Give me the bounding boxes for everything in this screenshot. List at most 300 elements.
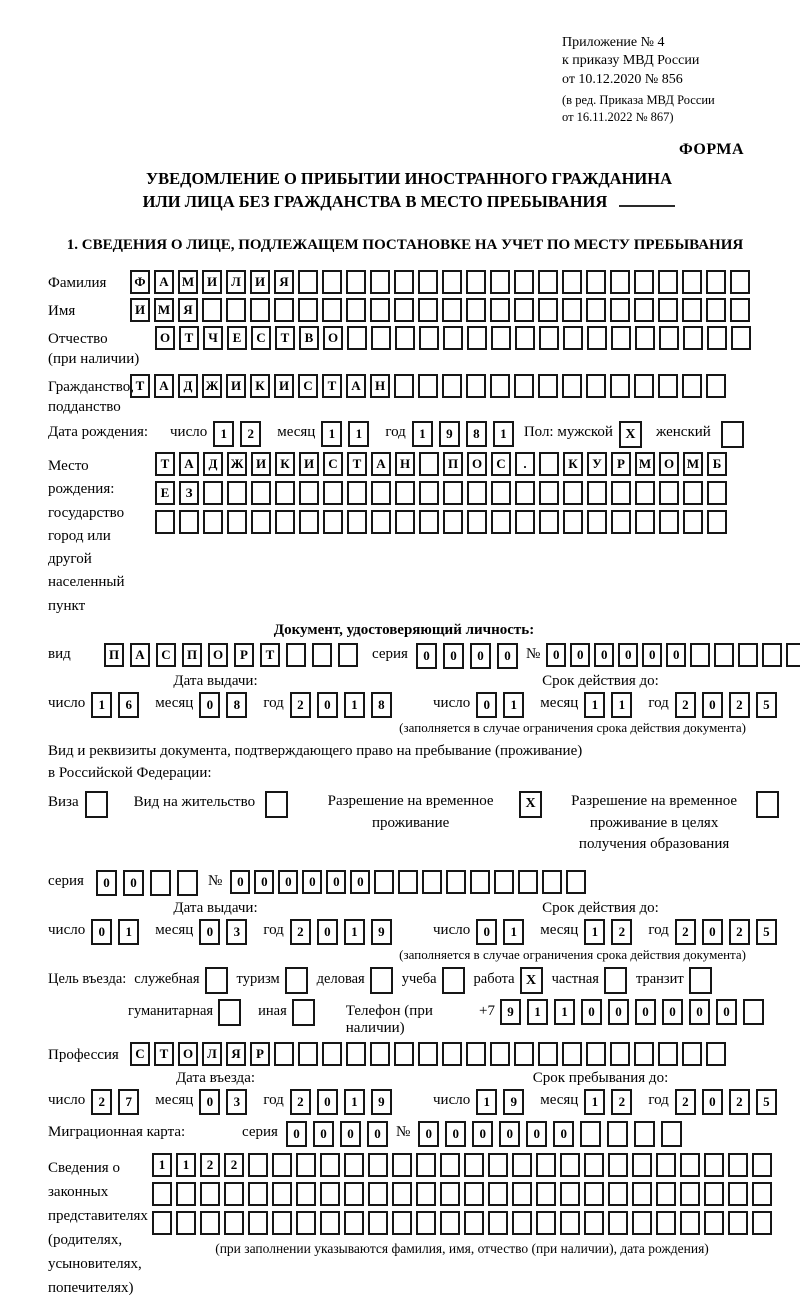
char-cell[interactable] bbox=[392, 1182, 412, 1206]
char-cell[interactable] bbox=[443, 326, 463, 350]
char-cell[interactable] bbox=[224, 1182, 244, 1206]
doc-issue-month-cells[interactable] bbox=[199, 692, 253, 718]
char-cell[interactable]: 0 bbox=[199, 692, 220, 718]
residence-permit-checkbox[interactable] bbox=[265, 791, 288, 818]
char-cell[interactable]: 7 bbox=[118, 1089, 139, 1115]
purpose-ucheba-checkbox[interactable] bbox=[442, 967, 465, 994]
char-cell[interactable]: 0 bbox=[340, 1121, 361, 1147]
char-cell[interactable] bbox=[539, 481, 559, 505]
char-cell[interactable] bbox=[566, 870, 586, 894]
char-cell[interactable] bbox=[418, 270, 438, 294]
char-cell[interactable]: Р bbox=[234, 643, 254, 667]
char-cell[interactable] bbox=[440, 1211, 460, 1235]
char-cell[interactable] bbox=[416, 1182, 436, 1206]
char-cell[interactable] bbox=[298, 298, 318, 322]
char-cell[interactable]: 1 bbox=[503, 692, 524, 718]
char-cell[interactable]: И bbox=[130, 298, 150, 322]
char-cell[interactable] bbox=[738, 643, 758, 667]
char-cell[interactable] bbox=[248, 1211, 268, 1235]
char-cell[interactable] bbox=[658, 1042, 678, 1066]
birth-place-cells-row3[interactable] bbox=[155, 510, 731, 534]
char-cell[interactable] bbox=[298, 1042, 318, 1066]
char-cell[interactable] bbox=[467, 510, 487, 534]
char-cell[interactable] bbox=[488, 1153, 508, 1177]
stay-until-month-cells[interactable] bbox=[584, 1089, 638, 1115]
char-cell[interactable]: 1 bbox=[584, 692, 605, 718]
char-cell[interactable]: Ч bbox=[203, 326, 223, 350]
char-cell[interactable] bbox=[200, 1211, 220, 1235]
char-cell[interactable] bbox=[443, 510, 463, 534]
char-cell[interactable] bbox=[470, 870, 490, 894]
char-cell[interactable]: О bbox=[155, 326, 175, 350]
char-cell[interactable] bbox=[299, 481, 319, 505]
char-cell[interactable]: 0 bbox=[497, 643, 518, 669]
char-cell[interactable]: А bbox=[346, 374, 366, 398]
char-cell[interactable]: 0 bbox=[702, 919, 723, 945]
char-cell[interactable] bbox=[635, 481, 655, 505]
char-cell[interactable]: 0 bbox=[472, 1121, 493, 1147]
stay-doc-issue-day-cells[interactable] bbox=[91, 919, 145, 945]
char-cell[interactable]: 1 bbox=[152, 1153, 172, 1177]
char-cell[interactable]: 2 bbox=[729, 692, 750, 718]
surname-cells[interactable] bbox=[130, 270, 754, 294]
char-cell[interactable]: 1 bbox=[176, 1153, 196, 1177]
char-cell[interactable] bbox=[580, 1121, 601, 1147]
char-cell[interactable]: Т bbox=[260, 643, 280, 667]
char-cell[interactable] bbox=[608, 1182, 628, 1206]
char-cell[interactable] bbox=[560, 1182, 580, 1206]
char-cell[interactable]: 0 bbox=[416, 643, 437, 669]
char-cell[interactable] bbox=[275, 481, 295, 505]
char-cell[interactable]: Ж bbox=[227, 452, 247, 476]
doc-expiry-day-cells[interactable] bbox=[476, 692, 530, 718]
char-cell[interactable]: И bbox=[274, 374, 294, 398]
char-cell[interactable] bbox=[312, 643, 332, 667]
stay-until-year-cells[interactable] bbox=[675, 1089, 783, 1115]
char-cell[interactable] bbox=[251, 510, 271, 534]
char-cell[interactable]: . bbox=[515, 452, 535, 476]
char-cell[interactable]: Н bbox=[370, 374, 390, 398]
char-cell[interactable] bbox=[296, 1211, 316, 1235]
char-cell[interactable]: 0 bbox=[689, 999, 710, 1025]
stay-doc-issue-year-cells[interactable] bbox=[290, 919, 398, 945]
char-cell[interactable]: П bbox=[443, 452, 463, 476]
char-cell[interactable] bbox=[224, 1211, 244, 1235]
char-cell[interactable] bbox=[704, 1211, 724, 1235]
char-cell[interactable] bbox=[491, 481, 511, 505]
char-cell[interactable] bbox=[731, 326, 751, 350]
char-cell[interactable] bbox=[610, 298, 630, 322]
char-cell[interactable]: 0 bbox=[326, 870, 346, 894]
char-cell[interactable]: 0 bbox=[581, 999, 602, 1025]
char-cell[interactable] bbox=[515, 481, 535, 505]
char-cell[interactable]: О bbox=[178, 1042, 198, 1066]
char-cell[interactable]: И bbox=[250, 270, 270, 294]
char-cell[interactable] bbox=[442, 374, 462, 398]
purpose-rabota-checkbox[interactable]: X bbox=[520, 967, 543, 994]
char-cell[interactable]: 0 bbox=[418, 1121, 439, 1147]
char-cell[interactable] bbox=[272, 1153, 292, 1177]
char-cell[interactable] bbox=[682, 1042, 702, 1066]
char-cell[interactable] bbox=[680, 1211, 700, 1235]
char-cell[interactable]: 1 bbox=[348, 421, 369, 447]
char-cell[interactable]: 9 bbox=[503, 1089, 524, 1115]
char-cell[interactable] bbox=[514, 374, 534, 398]
char-cell[interactable] bbox=[661, 1121, 682, 1147]
char-cell[interactable]: Т bbox=[155, 452, 175, 476]
char-cell[interactable] bbox=[562, 1042, 582, 1066]
char-cell[interactable]: 0 bbox=[635, 999, 656, 1025]
char-cell[interactable] bbox=[587, 510, 607, 534]
char-cell[interactable] bbox=[611, 326, 631, 350]
char-cell[interactable] bbox=[150, 870, 171, 896]
char-cell[interactable]: Ф bbox=[130, 270, 150, 294]
char-cell[interactable] bbox=[490, 374, 510, 398]
char-cell[interactable] bbox=[752, 1153, 772, 1177]
char-cell[interactable]: 5 bbox=[756, 692, 777, 718]
stay-until-day-cells[interactable] bbox=[476, 1089, 530, 1115]
char-cell[interactable] bbox=[227, 481, 247, 505]
char-cell[interactable] bbox=[464, 1211, 484, 1235]
char-cell[interactable] bbox=[371, 326, 391, 350]
char-cell[interactable]: 0 bbox=[254, 870, 274, 894]
char-cell[interactable]: 2 bbox=[290, 919, 311, 945]
char-cell[interactable] bbox=[656, 1153, 676, 1177]
char-cell[interactable]: С bbox=[156, 643, 176, 667]
char-cell[interactable]: А bbox=[371, 452, 391, 476]
char-cell[interactable] bbox=[539, 452, 559, 476]
char-cell[interactable] bbox=[584, 1211, 604, 1235]
char-cell[interactable] bbox=[607, 1121, 628, 1147]
char-cell[interactable] bbox=[466, 270, 486, 294]
char-cell[interactable] bbox=[272, 1211, 292, 1235]
char-cell[interactable] bbox=[690, 643, 710, 667]
purpose-delovaya-checkbox[interactable] bbox=[370, 967, 393, 994]
char-cell[interactable] bbox=[632, 1182, 652, 1206]
entry-day-cells[interactable] bbox=[91, 1089, 145, 1115]
char-cell[interactable] bbox=[442, 270, 462, 294]
char-cell[interactable] bbox=[538, 298, 558, 322]
char-cell[interactable]: О bbox=[659, 452, 679, 476]
char-cell[interactable] bbox=[786, 643, 800, 667]
char-cell[interactable] bbox=[536, 1211, 556, 1235]
purpose-inaya-checkbox[interactable] bbox=[292, 999, 315, 1026]
char-cell[interactable] bbox=[680, 1153, 700, 1177]
char-cell[interactable] bbox=[562, 298, 582, 322]
char-cell[interactable] bbox=[226, 298, 246, 322]
char-cell[interactable]: Т bbox=[275, 326, 295, 350]
char-cell[interactable] bbox=[152, 1211, 172, 1235]
char-cell[interactable] bbox=[608, 1153, 628, 1177]
char-cell[interactable]: Т bbox=[154, 1042, 174, 1066]
char-cell[interactable] bbox=[752, 1211, 772, 1235]
char-cell[interactable] bbox=[419, 481, 439, 505]
char-cell[interactable] bbox=[610, 270, 630, 294]
char-cell[interactable]: Е bbox=[227, 326, 247, 350]
char-cell[interactable]: О bbox=[467, 452, 487, 476]
char-cell[interactable] bbox=[296, 1182, 316, 1206]
char-cell[interactable] bbox=[586, 298, 606, 322]
purpose-tranzit-checkbox[interactable] bbox=[689, 967, 712, 994]
char-cell[interactable] bbox=[538, 270, 558, 294]
char-cell[interactable] bbox=[488, 1182, 508, 1206]
char-cell[interactable]: 1 bbox=[611, 692, 632, 718]
char-cell[interactable]: М bbox=[635, 452, 655, 476]
char-cell[interactable]: 0 bbox=[642, 643, 662, 667]
representatives-cells-row2[interactable] bbox=[152, 1182, 776, 1206]
char-cell[interactable] bbox=[274, 298, 294, 322]
char-cell[interactable] bbox=[586, 374, 606, 398]
char-cell[interactable]: 1 bbox=[584, 919, 605, 945]
char-cell[interactable] bbox=[707, 481, 727, 505]
char-cell[interactable] bbox=[394, 270, 414, 294]
char-cell[interactable]: П bbox=[182, 643, 202, 667]
char-cell[interactable]: 0 bbox=[199, 919, 220, 945]
char-cell[interactable]: 0 bbox=[499, 1121, 520, 1147]
char-cell[interactable] bbox=[490, 270, 510, 294]
char-cell[interactable]: А bbox=[154, 270, 174, 294]
char-cell[interactable] bbox=[320, 1153, 340, 1177]
char-cell[interactable] bbox=[730, 298, 750, 322]
char-cell[interactable] bbox=[368, 1182, 388, 1206]
birth-place-cells-row2[interactable] bbox=[155, 481, 731, 505]
char-cell[interactable]: 0 bbox=[302, 870, 322, 894]
temp-residence-education-checkbox[interactable] bbox=[756, 791, 779, 818]
char-cell[interactable]: К bbox=[250, 374, 270, 398]
char-cell[interactable] bbox=[728, 1153, 748, 1177]
birth-place-cells-row1[interactable] bbox=[155, 452, 731, 476]
char-cell[interactable]: 0 bbox=[476, 692, 497, 718]
char-cell[interactable]: М bbox=[154, 298, 174, 322]
char-cell[interactable] bbox=[560, 1211, 580, 1235]
char-cell[interactable] bbox=[659, 326, 679, 350]
char-cell[interactable] bbox=[202, 298, 222, 322]
char-cell[interactable] bbox=[344, 1153, 364, 1177]
char-cell[interactable] bbox=[299, 510, 319, 534]
char-cell[interactable]: 0 bbox=[313, 1121, 334, 1147]
visa-checkbox[interactable] bbox=[85, 791, 108, 818]
char-cell[interactable] bbox=[418, 298, 438, 322]
char-cell[interactable] bbox=[488, 1211, 508, 1235]
char-cell[interactable] bbox=[296, 1153, 316, 1177]
char-cell[interactable] bbox=[347, 481, 367, 505]
char-cell[interactable] bbox=[286, 643, 306, 667]
char-cell[interactable] bbox=[634, 1042, 654, 1066]
char-cell[interactable] bbox=[659, 510, 679, 534]
char-cell[interactable] bbox=[338, 643, 358, 667]
char-cell[interactable]: Т bbox=[347, 452, 367, 476]
char-cell[interactable]: 0 bbox=[123, 870, 144, 896]
char-cell[interactable] bbox=[563, 510, 583, 534]
char-cell[interactable] bbox=[272, 1182, 292, 1206]
char-cell[interactable] bbox=[682, 374, 702, 398]
char-cell[interactable] bbox=[346, 270, 366, 294]
purpose-gumanitarnaya-checkbox[interactable] bbox=[218, 999, 241, 1026]
char-cell[interactable] bbox=[374, 870, 394, 894]
char-cell[interactable] bbox=[518, 870, 538, 894]
stay-doc-expiry-day-cells[interactable] bbox=[476, 919, 530, 945]
char-cell[interactable]: Р bbox=[611, 452, 631, 476]
char-cell[interactable]: 0 bbox=[702, 692, 723, 718]
char-cell[interactable]: 9 bbox=[500, 999, 521, 1025]
sex-female-checkbox[interactable] bbox=[721, 421, 744, 448]
char-cell[interactable] bbox=[512, 1182, 532, 1206]
char-cell[interactable]: З bbox=[179, 481, 199, 505]
doc-issue-day-cells[interactable] bbox=[91, 692, 145, 718]
char-cell[interactable] bbox=[248, 1182, 268, 1206]
char-cell[interactable]: И bbox=[299, 452, 319, 476]
char-cell[interactable] bbox=[634, 1121, 655, 1147]
char-cell[interactable] bbox=[442, 1042, 462, 1066]
char-cell[interactable]: 2 bbox=[611, 919, 632, 945]
char-cell[interactable] bbox=[714, 643, 734, 667]
doc-expiry-year-cells[interactable] bbox=[675, 692, 783, 718]
char-cell[interactable] bbox=[248, 1153, 268, 1177]
char-cell[interactable]: 1 bbox=[584, 1089, 605, 1115]
purpose-sluzhebnaya-checkbox[interactable] bbox=[205, 967, 228, 994]
char-cell[interactable] bbox=[514, 298, 534, 322]
char-cell[interactable] bbox=[491, 510, 511, 534]
char-cell[interactable]: 2 bbox=[91, 1089, 112, 1115]
representatives-cells-row3[interactable] bbox=[152, 1211, 776, 1235]
char-cell[interactable]: 0 bbox=[476, 919, 497, 945]
char-cell[interactable] bbox=[464, 1153, 484, 1177]
char-cell[interactable]: 2 bbox=[675, 692, 696, 718]
char-cell[interactable] bbox=[659, 481, 679, 505]
char-cell[interactable]: 0 bbox=[367, 1121, 388, 1147]
char-cell[interactable] bbox=[730, 270, 750, 294]
char-cell[interactable]: 0 bbox=[716, 999, 737, 1025]
char-cell[interactable]: 0 bbox=[662, 999, 683, 1025]
char-cell[interactable] bbox=[467, 326, 487, 350]
char-cell[interactable] bbox=[398, 870, 418, 894]
char-cell[interactable] bbox=[635, 326, 655, 350]
char-cell[interactable] bbox=[707, 510, 727, 534]
char-cell[interactable] bbox=[587, 326, 607, 350]
char-cell[interactable] bbox=[464, 1182, 484, 1206]
char-cell[interactable]: 9 bbox=[439, 421, 460, 447]
char-cell[interactable]: Т bbox=[179, 326, 199, 350]
char-cell[interactable] bbox=[323, 481, 343, 505]
char-cell[interactable]: 1 bbox=[321, 421, 342, 447]
doc-number-cells[interactable] bbox=[546, 643, 800, 667]
char-cell[interactable]: 2 bbox=[729, 1089, 750, 1115]
char-cell[interactable]: С bbox=[130, 1042, 150, 1066]
char-cell[interactable] bbox=[683, 326, 703, 350]
char-cell[interactable] bbox=[683, 510, 703, 534]
char-cell[interactable]: Л bbox=[202, 1042, 222, 1066]
birth-day-cells[interactable] bbox=[213, 421, 267, 447]
char-cell[interactable]: Ж bbox=[202, 374, 222, 398]
char-cell[interactable] bbox=[762, 643, 782, 667]
char-cell[interactable] bbox=[610, 1042, 630, 1066]
char-cell[interactable] bbox=[370, 1042, 390, 1066]
char-cell[interactable] bbox=[203, 510, 223, 534]
char-cell[interactable] bbox=[227, 510, 247, 534]
purpose-chastnaya-checkbox[interactable] bbox=[604, 967, 627, 994]
char-cell[interactable] bbox=[176, 1182, 196, 1206]
doc-kind-cells[interactable] bbox=[104, 643, 364, 667]
char-cell[interactable] bbox=[274, 1042, 294, 1066]
char-cell[interactable]: 0 bbox=[278, 870, 298, 894]
char-cell[interactable]: 1 bbox=[118, 919, 139, 945]
char-cell[interactable]: 2 bbox=[290, 1089, 311, 1115]
char-cell[interactable] bbox=[418, 1042, 438, 1066]
char-cell[interactable] bbox=[515, 326, 535, 350]
char-cell[interactable] bbox=[395, 510, 415, 534]
char-cell[interactable] bbox=[538, 1042, 558, 1066]
char-cell[interactable] bbox=[512, 1211, 532, 1235]
char-cell[interactable] bbox=[347, 326, 367, 350]
char-cell[interactable] bbox=[155, 510, 175, 534]
char-cell[interactable]: 1 bbox=[344, 1089, 365, 1115]
char-cell[interactable]: И bbox=[226, 374, 246, 398]
char-cell[interactable] bbox=[538, 374, 558, 398]
char-cell[interactable]: 1 bbox=[344, 919, 365, 945]
char-cell[interactable]: М bbox=[178, 270, 198, 294]
char-cell[interactable]: 0 bbox=[445, 1121, 466, 1147]
char-cell[interactable]: 8 bbox=[371, 692, 392, 718]
birth-year-cells[interactable] bbox=[412, 421, 520, 447]
char-cell[interactable] bbox=[658, 298, 678, 322]
char-cell[interactable]: 1 bbox=[344, 692, 365, 718]
char-cell[interactable] bbox=[344, 1211, 364, 1235]
char-cell[interactable]: 0 bbox=[317, 919, 338, 945]
char-cell[interactable] bbox=[752, 1182, 772, 1206]
char-cell[interactable]: 2 bbox=[290, 692, 311, 718]
char-cell[interactable]: К bbox=[275, 452, 295, 476]
char-cell[interactable] bbox=[419, 452, 439, 476]
char-cell[interactable] bbox=[539, 510, 559, 534]
char-cell[interactable]: 0 bbox=[570, 643, 590, 667]
char-cell[interactable] bbox=[394, 298, 414, 322]
char-cell[interactable] bbox=[563, 481, 583, 505]
char-cell[interactable]: О bbox=[208, 643, 228, 667]
char-cell[interactable]: 1 bbox=[493, 421, 514, 447]
char-cell[interactable] bbox=[368, 1211, 388, 1235]
char-cell[interactable]: 2 bbox=[729, 919, 750, 945]
char-cell[interactable]: К bbox=[563, 452, 583, 476]
char-cell[interactable] bbox=[586, 270, 606, 294]
char-cell[interactable] bbox=[743, 999, 764, 1025]
char-cell[interactable] bbox=[250, 298, 270, 322]
char-cell[interactable]: 9 bbox=[371, 1089, 392, 1115]
char-cell[interactable] bbox=[422, 870, 442, 894]
char-cell[interactable]: С bbox=[491, 452, 511, 476]
char-cell[interactable]: 0 bbox=[443, 643, 464, 669]
char-cell[interactable] bbox=[704, 1182, 724, 1206]
char-cell[interactable]: В bbox=[299, 326, 319, 350]
char-cell[interactable] bbox=[346, 1042, 366, 1066]
char-cell[interactable] bbox=[490, 298, 510, 322]
char-cell[interactable]: А bbox=[130, 643, 150, 667]
char-cell[interactable] bbox=[440, 1153, 460, 1177]
char-cell[interactable] bbox=[177, 870, 198, 896]
char-cell[interactable] bbox=[704, 1153, 724, 1177]
char-cell[interactable] bbox=[658, 270, 678, 294]
char-cell[interactable]: 0 bbox=[553, 1121, 574, 1147]
entry-year-cells[interactable] bbox=[290, 1089, 398, 1115]
char-cell[interactable] bbox=[584, 1182, 604, 1206]
char-cell[interactable] bbox=[446, 870, 466, 894]
char-cell[interactable] bbox=[611, 481, 631, 505]
char-cell[interactable] bbox=[394, 374, 414, 398]
char-cell[interactable]: И bbox=[202, 270, 222, 294]
doc-expiry-month-cells[interactable] bbox=[584, 692, 638, 718]
char-cell[interactable] bbox=[467, 481, 487, 505]
char-cell[interactable] bbox=[200, 1182, 220, 1206]
char-cell[interactable]: 0 bbox=[618, 643, 638, 667]
